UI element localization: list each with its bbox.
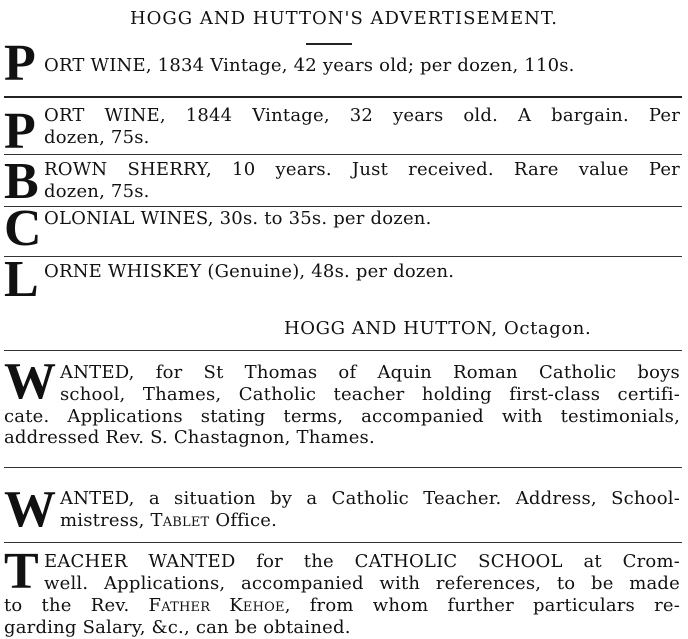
divider-rule — [4, 467, 682, 468]
aquin-ad-line: cate. Applications stating terms, accompanied with testimonials, — [4, 406, 680, 427]
item-port-1844-cont: dozen, 75s. — [44, 127, 150, 148]
drop-cap-p: P — [4, 35, 35, 92]
aquin-ad-line: school, Thames, Catholic teacher holding first-class certifi- — [60, 384, 680, 405]
aquin-ad-line: ANTED, for St Thomas of Aquin Roman Catholic boys — [60, 362, 680, 383]
drop-cap-p: P — [4, 103, 35, 160]
item-lorne-whiskey: ORNE WHISKEY (Genuine), 48s. per dozen. — [44, 261, 455, 282]
item-port-1834: ORT WINE, 1834 Vintage, 42 years old; per dozen, 110s. — [44, 55, 575, 76]
item-colonial-wines: OLONIAL WINES, 30s. to 35s. per dozen. — [44, 208, 432, 229]
divider-rule — [4, 542, 682, 543]
drop-cap-w: W — [4, 481, 55, 538]
advertiser-signature: HOGG AND HUTTON, Octagon. — [284, 318, 592, 339]
divider-rule — [4, 154, 682, 155]
drop-cap-b: B — [4, 153, 38, 210]
cromwell-ad-text: , from whom further particulars re- — [284, 595, 681, 616]
situation-ad-text: mistress, — [60, 510, 151, 531]
cromwell-ad-line: EACHER WANTED for the CATHOLIC SCHOOL at Crom- — [44, 551, 680, 572]
advertisement-heading: HOGG AND HUTTON'S ADVERTISEMENT. — [129, 8, 559, 29]
item-port-1844: ORT WINE, 1844 Vintage, 32 years old. A bargain. Per — [44, 105, 680, 126]
item-brown-sherry: ROWN SHERRY, 10 years. Just received. Rare value Per — [44, 159, 680, 180]
tablet-name: Tablet — [150, 510, 210, 531]
cromwell-ad-line — [4, 596, 680, 616]
cromwell-ad-line: garding Salary, &c., can be obtained. — [4, 617, 351, 638]
item-brown-sherry-cont: dozen, 75s. — [44, 181, 150, 202]
father-kehoe-name: Father Kehoe — [148, 595, 285, 616]
heading-short-rule — [306, 43, 352, 45]
situation-ad-text: Office. — [209, 510, 278, 531]
situation-ad-line: ANTED, a situation by a Catholic Teacher. Address, School- — [60, 488, 680, 509]
divider-rule — [4, 256, 682, 257]
divider-rule — [4, 206, 682, 207]
cromwell-ad-text: to the Rev. — [4, 595, 149, 616]
drop-cap-c: C — [4, 200, 41, 257]
divider-rule — [4, 350, 682, 351]
situation-ad-line — [60, 511, 277, 531]
aquin-ad-line: addressed Rev. S. Chastagnon, Thames. — [4, 427, 375, 448]
cromwell-ad-line: well. Applications, accompanied with references, to be made — [44, 573, 680, 594]
divider-rule — [4, 96, 682, 98]
drop-cap-l: L — [4, 251, 38, 308]
drop-cap-w: W — [4, 353, 55, 410]
drop-cap-t: T — [4, 543, 38, 600]
